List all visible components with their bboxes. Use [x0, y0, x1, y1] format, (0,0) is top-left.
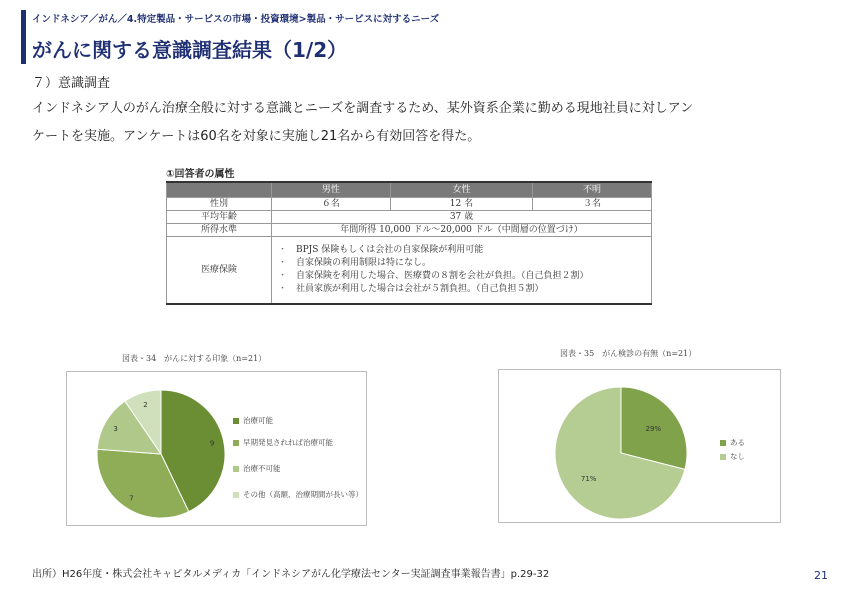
legend-label: 早期発見されれば治療可能 [243, 438, 333, 447]
pie-data-label: 2 [143, 400, 148, 409]
pie-data-label: 3 [113, 424, 118, 433]
legend-swatch [233, 466, 239, 472]
legend-swatch [233, 440, 239, 446]
body-line-2: ケートを実施。アンケートは60名を対象に実施し21名から有効回答を得た。 [32, 129, 481, 144]
legend-label: その他（高額、治療期間が長い等） [243, 490, 363, 499]
table-header-female: 女性 [390, 182, 532, 198]
cell-insurance [272, 237, 652, 305]
legend-swatch [720, 440, 726, 446]
insurance-item: ・ 自家保険を利用した場合、医療費の８割を会社が負担。（自己負担２割） [278, 271, 589, 281]
table-header-blank [167, 182, 272, 198]
body-line-1: インドネシア人のがん治療全般に対する意識とニーズを調査するため、某外資系企業に勤める現地社員に対しアン [32, 101, 694, 116]
row-label-gender: 性別 [167, 198, 272, 211]
legend-item [233, 464, 281, 474]
table-row [167, 211, 652, 224]
table-row [167, 198, 652, 211]
section-subhead: ７）意識調査 [32, 76, 111, 91]
insurance-item: ・ BPJS 保険もしくは会社の自家保険が利用可能 [278, 245, 484, 255]
table-header-row [167, 182, 652, 198]
table-header-male: 男性 [272, 182, 391, 198]
figure-34-legend [233, 408, 363, 523]
row-label-insurance: 医療保険 [167, 237, 272, 305]
cell-gender-female: 12 名 [390, 198, 532, 211]
cell-gender-unknown: ３名 [533, 198, 652, 211]
legend-label: ある [730, 438, 745, 447]
row-label-income: 所得水準 [167, 224, 272, 237]
breadcrumb: インドネシア／がん／4.特定製品・サービスの市場・投資環境>製品・サービスに対するニーズ [32, 14, 440, 25]
legend-swatch [233, 492, 239, 498]
bullet-icon: ・ [278, 271, 288, 281]
figure-35-chart [498, 369, 781, 523]
insurance-item: ・ 自家保険の利用制限は特になし。 [278, 258, 432, 268]
figure-35-legend [720, 432, 776, 472]
legend-label: なし [730, 452, 745, 461]
bullet-icon: ・ [278, 245, 288, 255]
body-paragraph [32, 95, 822, 151]
page-title: がんに関する意識調査結果（1/2） [32, 38, 348, 62]
cell-gender-male: ６名 [272, 198, 391, 211]
pie-data-label: 7 [129, 494, 134, 503]
title-accent-bar [21, 10, 26, 64]
cell-age: 37 歳 [272, 211, 652, 224]
legend-label: 治療可能 [243, 416, 273, 425]
pie-data-label: 9 [209, 439, 215, 448]
legend-item [720, 438, 745, 448]
respondent-attributes-table [166, 181, 652, 305]
legend-item [233, 438, 333, 448]
legend-label: 治療不可能 [243, 464, 281, 473]
figure-34-caption: 図表・34 がんに対する印象（n=21） [122, 354, 267, 363]
table-caption: ①回答者の属性 [166, 169, 235, 180]
table-row [167, 224, 652, 237]
bullet-icon: ・ [278, 284, 288, 294]
row-label-age: 平均年齢 [167, 211, 272, 224]
pie-data-label: 29% [645, 424, 662, 433]
table-header-unknown: 不明 [533, 182, 652, 198]
figure-34-chart [66, 371, 367, 526]
source-note: 出所）H26年度・株式会社キャピタルメディカ「インドネシアがん化学療法センター実証調査事業報告書」p.29-32 [32, 569, 550, 580]
pie-data-label: 71% [580, 475, 597, 484]
cell-income: 年間所得 10,000 ドル～20,000 ドル（中間層の位置づけ） [272, 224, 652, 237]
legend-swatch [233, 418, 239, 424]
insurance-item: ・ 社員家族が利用した場合は会社が５割負担。（自己負担５割） [278, 284, 544, 294]
legend-swatch [720, 454, 726, 460]
legend-item [720, 452, 745, 462]
page-number: 21 [814, 569, 828, 582]
table-row [167, 237, 652, 305]
bullet-icon: ・ [278, 258, 288, 268]
legend-item [233, 416, 273, 426]
figure-35-caption: 図表・35 がん検診の有無（n=21） [560, 349, 697, 358]
legend-item [233, 490, 363, 500]
